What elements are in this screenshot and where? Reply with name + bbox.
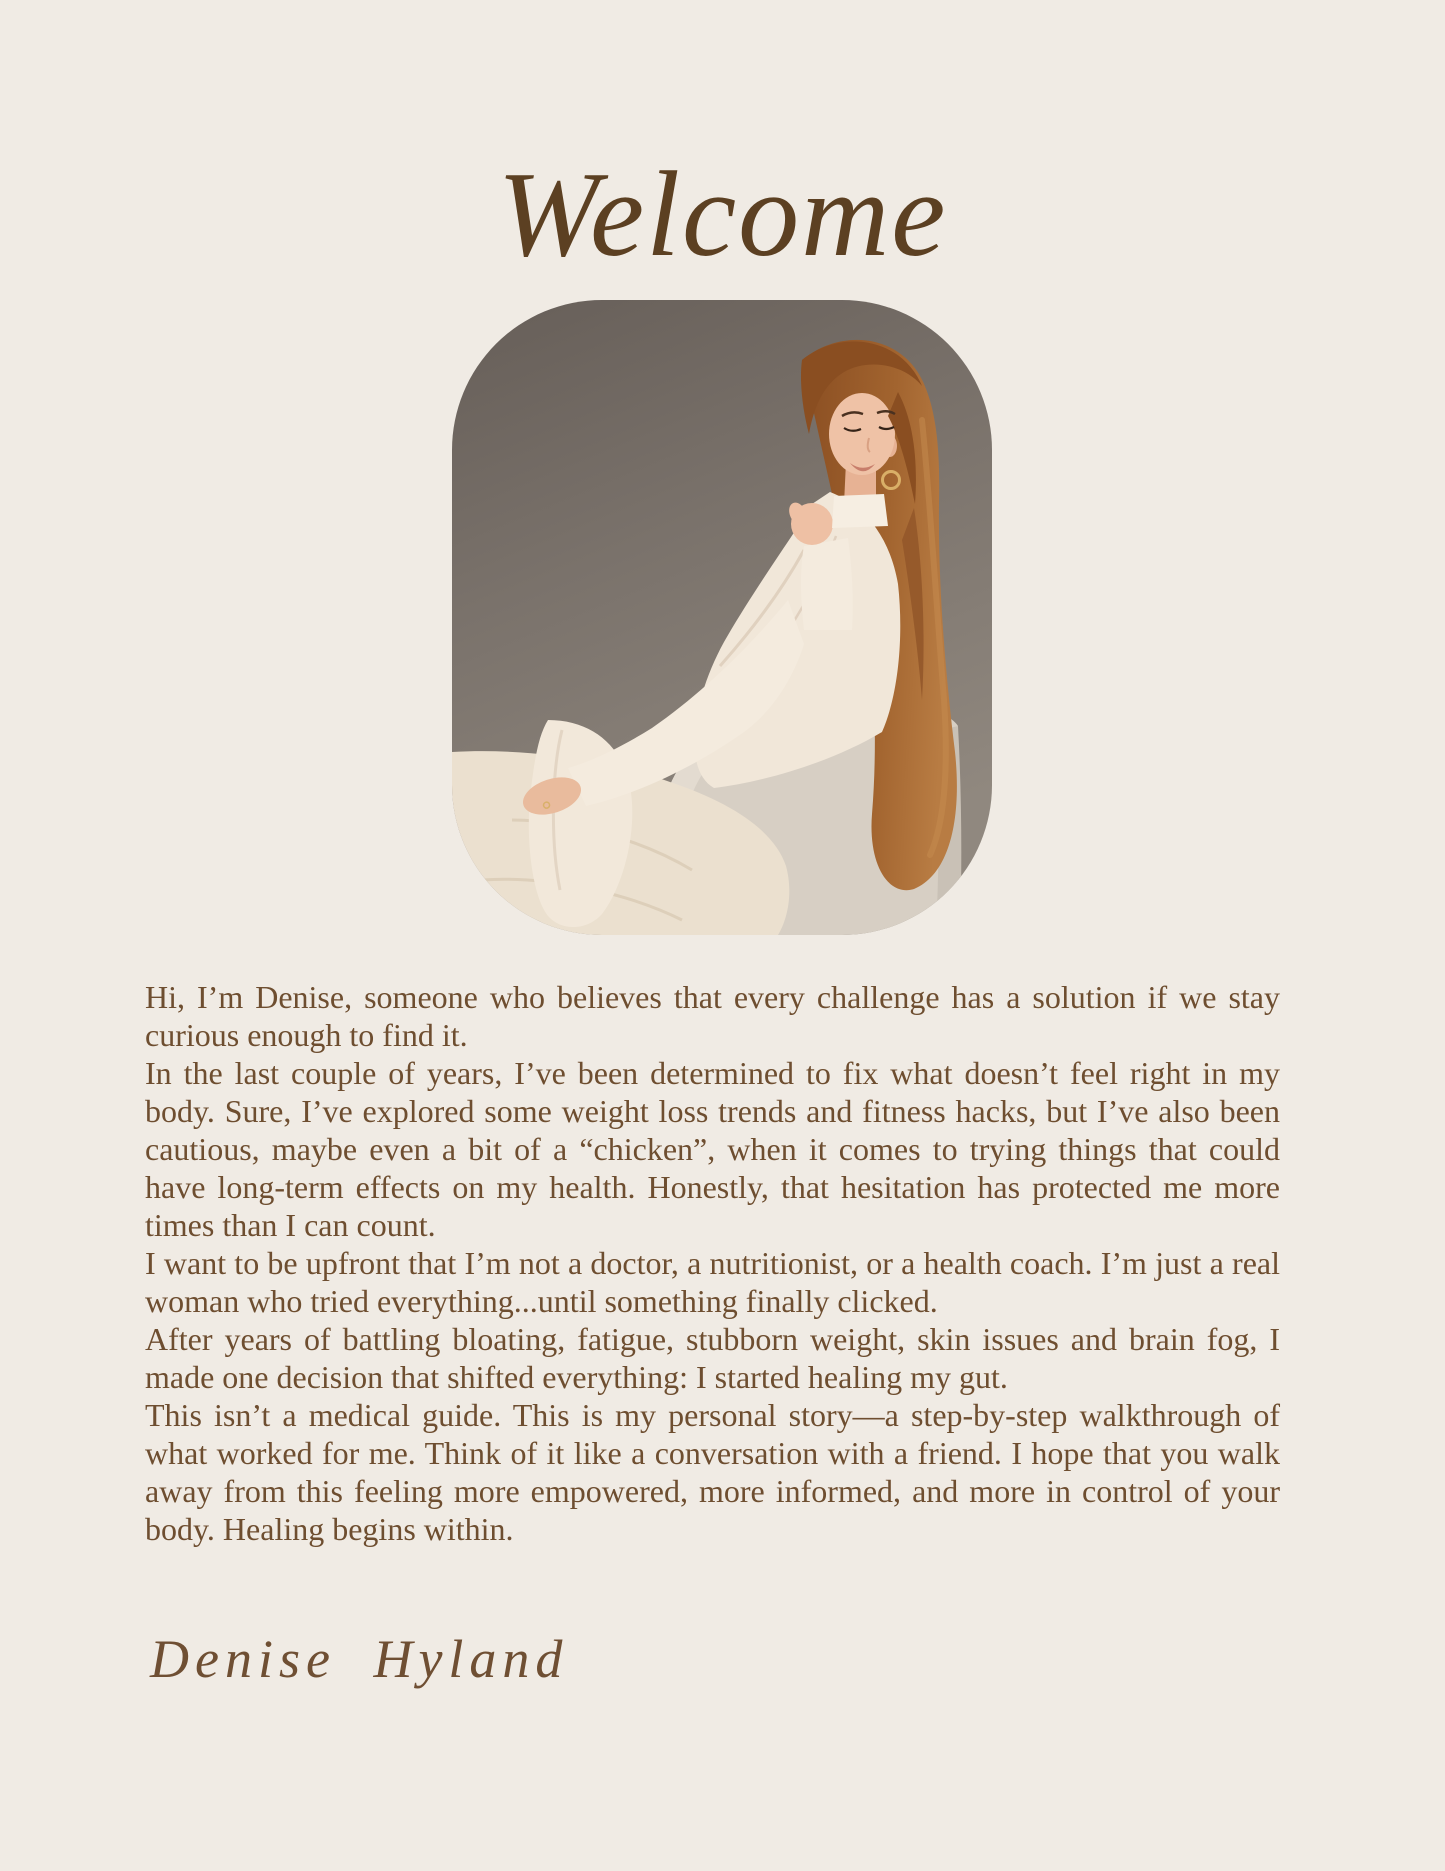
intro-paragraph-2: In the last couple of years, I’ve been determined to fix what doesn’t feel right in my body. Sure, I’ve explored some weight loss trends and fitness hacks, but I’ve also been cautious, maybe even a bit of a “chicken”, when it comes to trying things that could have long-term effects on my health. Honestly, that hesitation has protected me more times than I can count. [145, 1055, 1280, 1243]
intro-text [145, 978, 1280, 1548]
intro-paragraph-3: I want to be upfront that I’m not a doctor, a nutritionist, or a health coach. I’m just a real woman who tried everything...until something finally clicked. [145, 1245, 1280, 1319]
right-forearm-sleeve [801, 538, 853, 630]
page-title: Welcome [497, 147, 948, 282]
portrait-photo [452, 300, 992, 935]
fist-under-chin [791, 503, 833, 545]
high-neck-collar [832, 494, 888, 528]
intro-paragraph-5: This isn’t a medical guide. This is my personal story—a step-by-step walkthrough of what worked for me. Think of it like a conversation with a friend. I hope that you walk away from this feeling more empowered, more informed, and more in control of your body. Healing begins within. [145, 1397, 1280, 1547]
intro-paragraph-1: Hi, I’m Denise, someone who believes that every challenge has a solution if we stay curious enough to find it. [145, 979, 1280, 1053]
intro-paragraph-4: After years of battling bloating, fatigue, stubborn weight, skin issues and brain fog, I made one decision that shifted everything: I started healing my gut. [145, 1321, 1280, 1395]
face [829, 393, 895, 475]
portrait-illustration [452, 300, 992, 935]
signature: Denise Hyland [150, 1629, 569, 1689]
